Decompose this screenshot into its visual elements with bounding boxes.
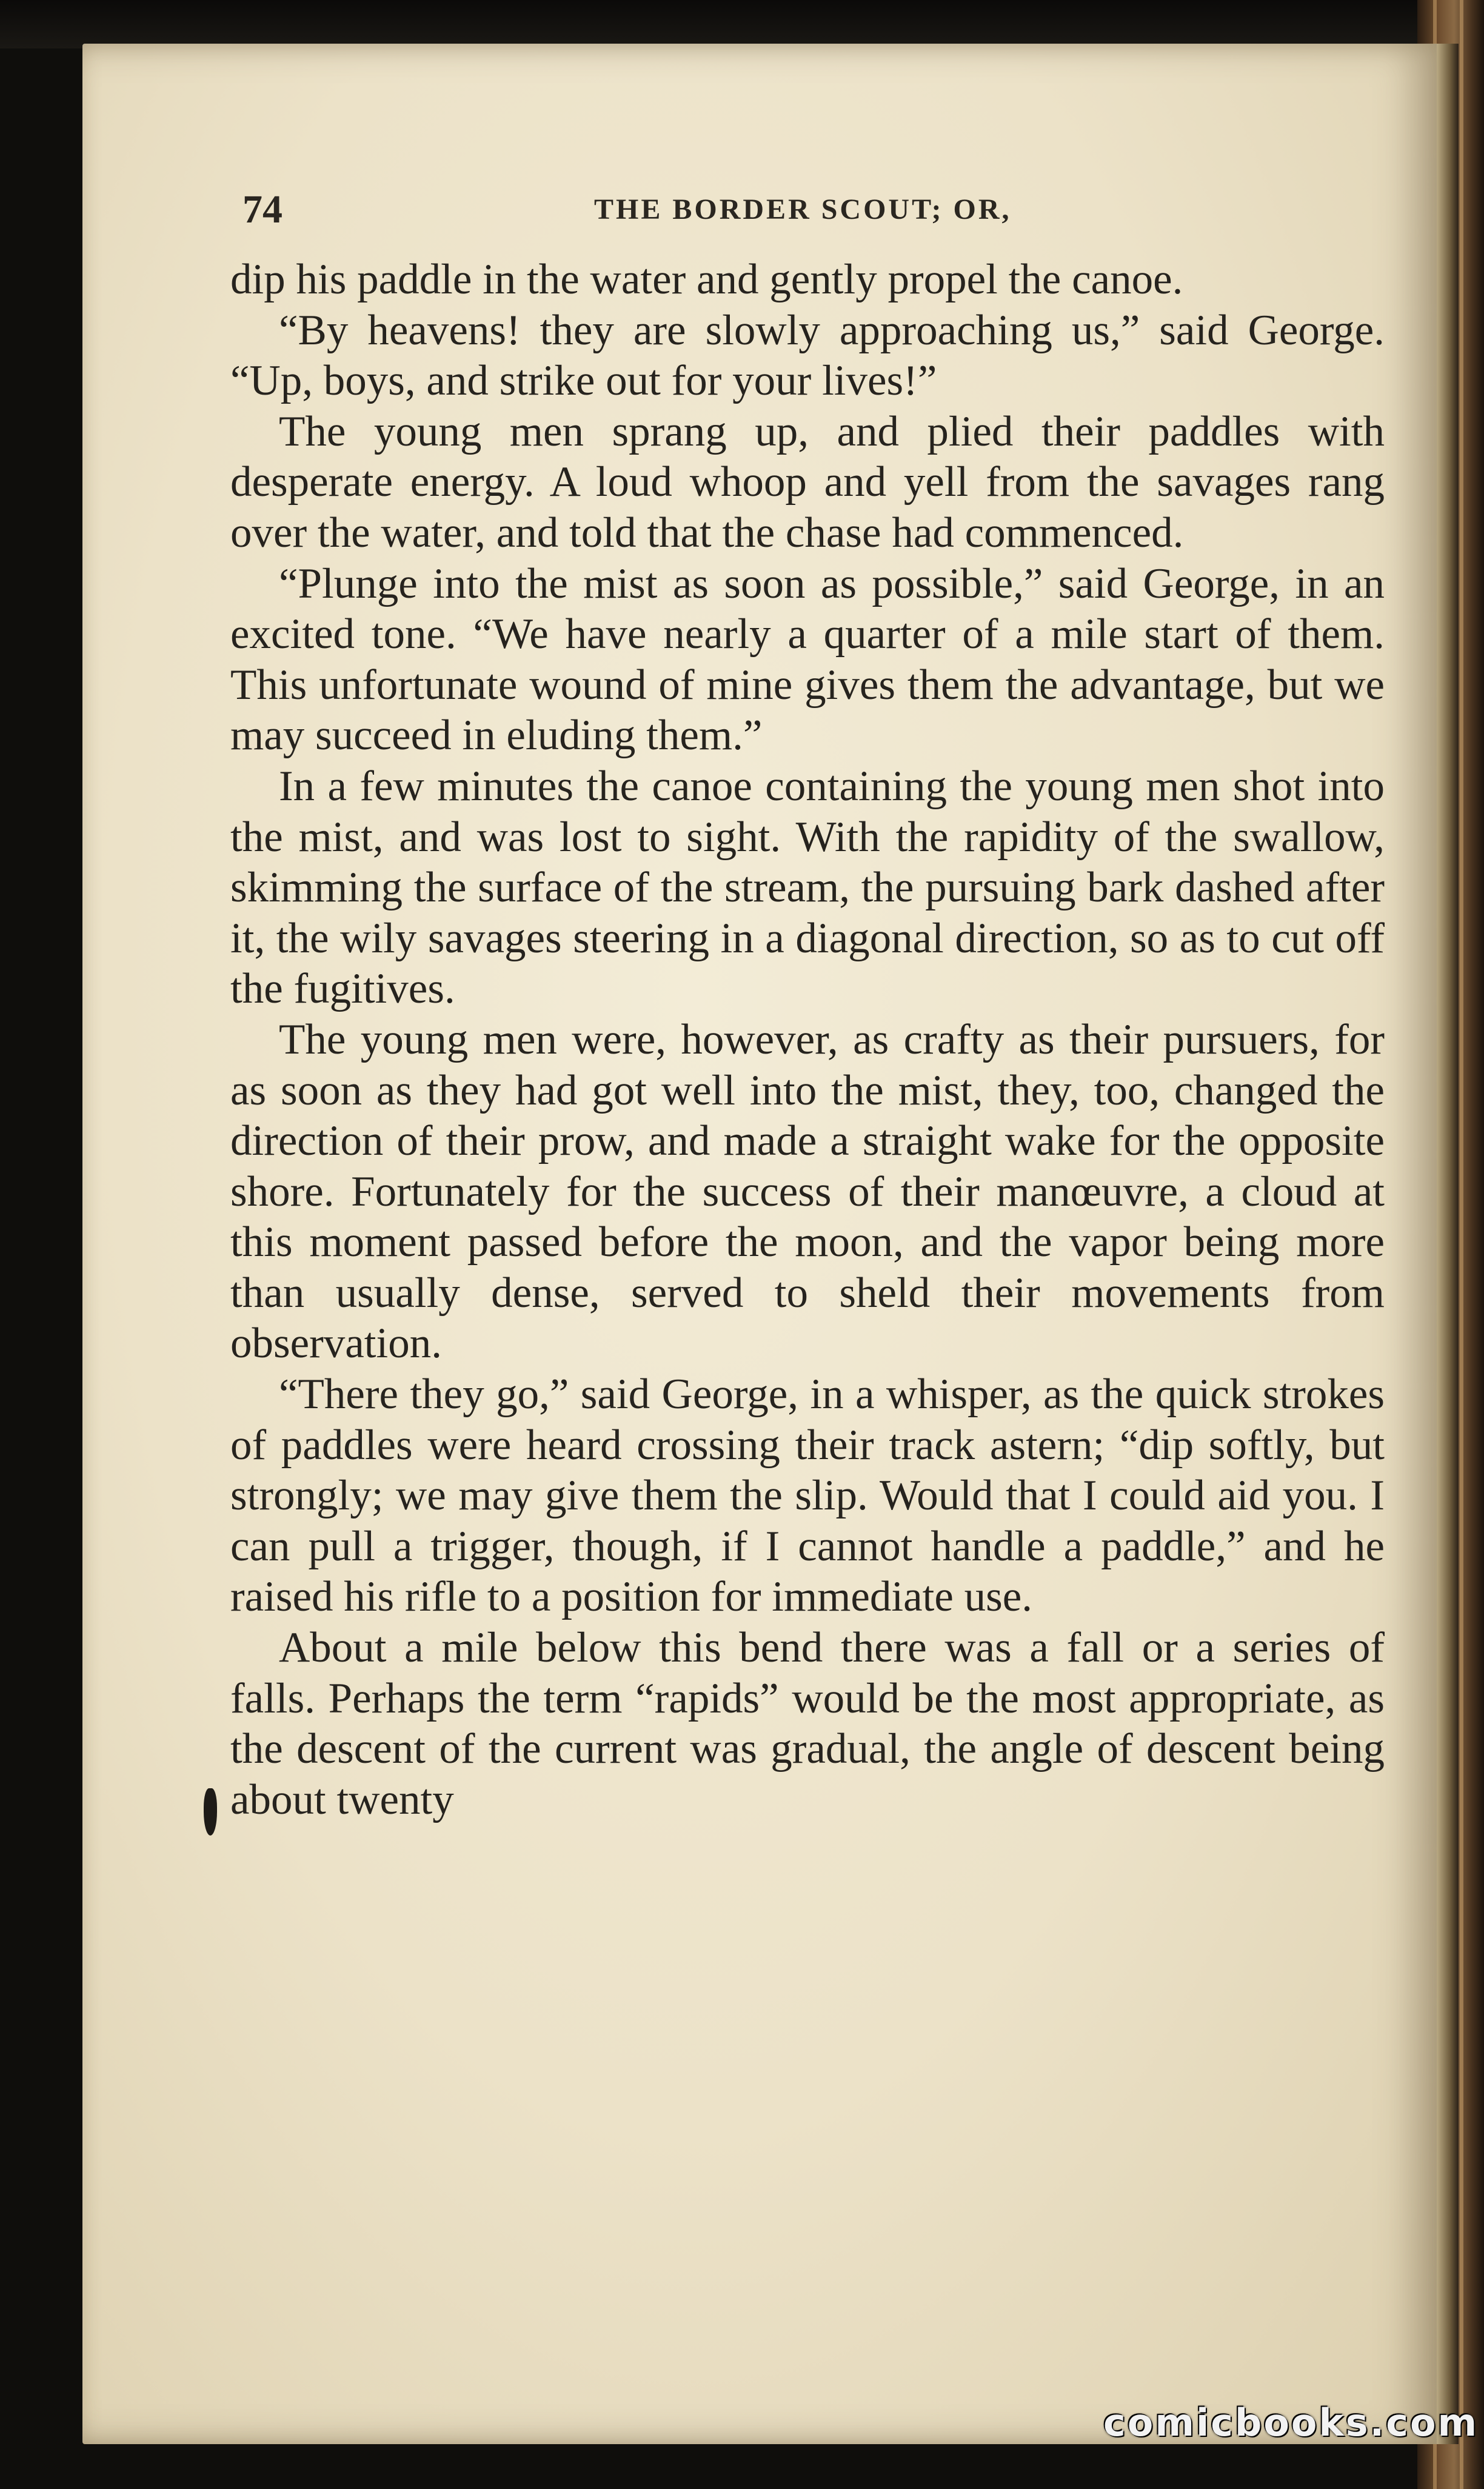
- body-text: [230, 255, 1385, 1825]
- paragraph: “Plunge into the mist as soon as possible,” said George, in an excited tone. “We have nearly a quarter of a mile start of them. This unfortunate wound of mine gives them the advantage, but we may succeed in eluding them.”: [230, 560, 1385, 760]
- paragraph: In a few minutes the canoe containing the young men shot into the mist, and was lost to sight. With the rapidity of the swallow, skimming the surface of the stream, the pursuing bark dashed after it, the wily savages steering in a diagonal direction, so as to cut off the fugitives.: [230, 762, 1385, 1013]
- paragraph: “There they go,” said George, in a whisper, as the quick strokes of paddles were heard crossing their track astern; “dip softly, but strongly; we may give them the slip. Would that I could aid you. I can pull a trigger, though, if I cannot handle a paddle,” and he raised his rifle to a position for immediate use.: [230, 1371, 1385, 1621]
- paragraph: The young men were, however, as crafty as their pursuers, for as soon as they had got well into the mist, they, too, changed the direction of their prow, and made a straight wake for the opposite shore. Fortunately for the success of their manœuvre, a cloud at this moment passed before the moon, and the vapor being more than usually dense, served to sheld their movements from observation.: [230, 1015, 1385, 1368]
- scan-backdrop: [0, 0, 1484, 48]
- page-number: 74: [242, 187, 282, 232]
- page-edge: [1437, 44, 1459, 2444]
- paragraph: “By heavens! they are slowly approaching us,” said George. “Up, boys, and strike out for your lives!”: [230, 306, 1385, 405]
- watermark: comicbooks.com: [1103, 2400, 1479, 2445]
- spine-rule: [1460, 0, 1463, 2489]
- running-head: [242, 187, 1382, 235]
- paragraph: The young men sprang up, and plied their paddles with desperate energy. A loud whoop and yell from the savages rang over the water, and told that the chase had commenced.: [230, 407, 1385, 556]
- paragraph: dip his paddle in the water and gently propel the canoe.: [230, 256, 1183, 303]
- ink-mark: [204, 1788, 217, 1836]
- paragraph: About a mile below this bend there was a fall or a series of falls. Perhaps the term “rapids” would be the most appropriate, as the descent of the current was gradual, the angle of descent being about twenty: [230, 1624, 1385, 1823]
- running-title: THE BORDER SCOUT; OR,: [594, 193, 1012, 226]
